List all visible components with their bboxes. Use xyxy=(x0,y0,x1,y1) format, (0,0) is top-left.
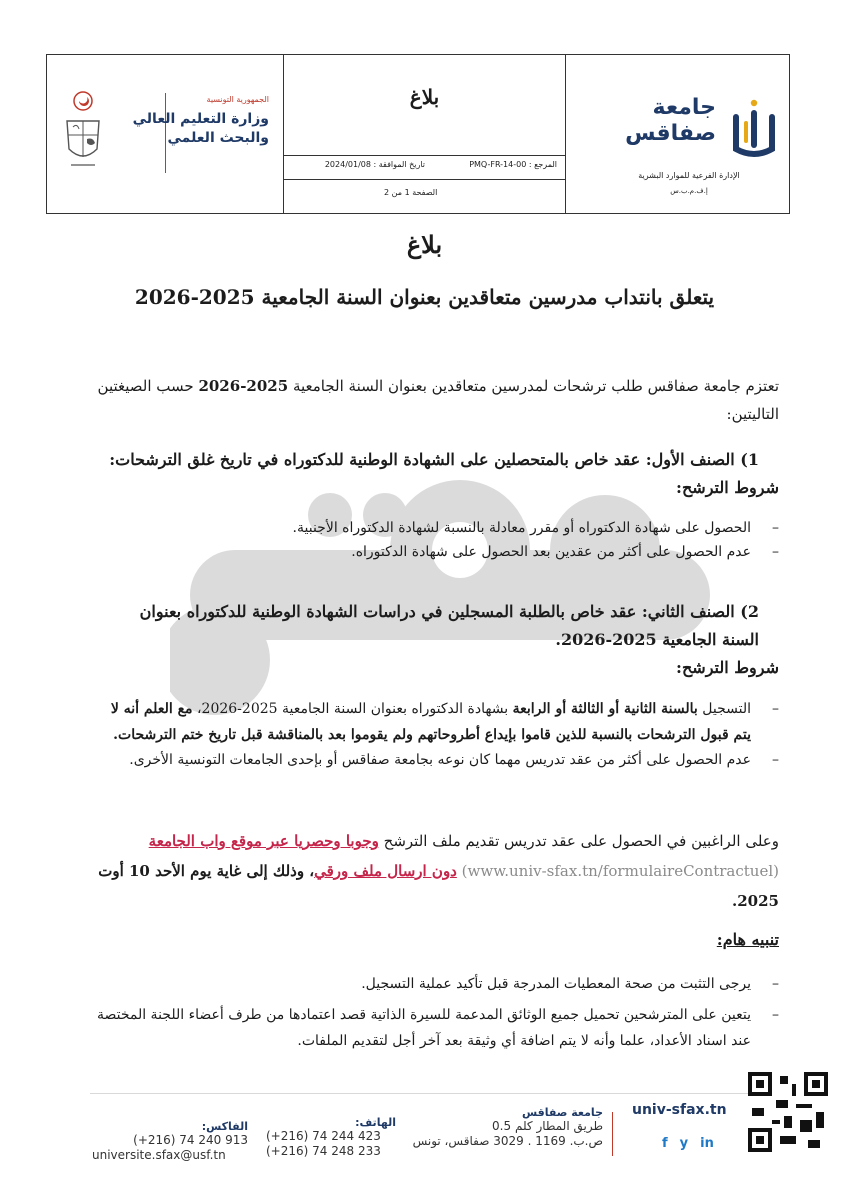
university-name: جامعة صفاقس xyxy=(625,95,716,146)
university-abbr: إ.ف.م.ب.س xyxy=(670,187,708,195)
university-website[interactable]: univ-sfax.tn xyxy=(632,1102,727,1118)
list-item: – عدم الحصول على أكثر من عقد تدريس مهما كان نوعه بجامعة صفاقس أو بإحدى الجامعات التونسية الأخرى. xyxy=(90,748,779,772)
ref-row xyxy=(284,155,565,180)
page-number: الصفحة 1 من 2 xyxy=(384,188,438,197)
category-2-title: 2) الصنف الثاني: عقد خاص بالطلبة المسجلين في دراسات الشهادة الوطنية للدكتوراه بعنوان السنة الجامعية 2025-2026. xyxy=(139,602,759,649)
qr-code-icon xyxy=(748,1072,828,1152)
phone-2: (+216) 74 248 233 xyxy=(266,1144,381,1158)
contact-email[interactable]: universite.sfax@usf.tn xyxy=(92,1148,226,1162)
important-note-list xyxy=(90,972,779,1054)
facebook-icon[interactable]: f xyxy=(662,1136,668,1151)
ministry-block xyxy=(47,55,283,213)
list-item: – التسجيل بالسنة الثانية أو الثالثة أو الرابعة بشهادة الدكتوراه بعنوان السنة الجامعية 2025-2026، مع العلم أنه لا يتم قبول الترشحات بالنسبة للذين قاموا بإيداع أطروحاتهم ولم يقوموا بعد بالمناقشة قبل تاريخ ختم الترشحات. xyxy=(90,696,779,748)
important-note-title: تنبيه هام: xyxy=(716,930,779,949)
republic-label: الجمهورية التونسية xyxy=(206,95,269,104)
application-paragraph: وعلى الراغبين في الحصول على عقد تدريس تقديم ملف الترشح وجوبا وحصريا عبر موقع واب الجامعة (www.univ-sfax.tn/formulaireContractuel) دون ارسال ملف ورقي، وذلك إلى غاية يوم الأحد 10 أوت 2025. xyxy=(98,832,779,910)
no-paper-note: دون ارسال ملف ورقي xyxy=(314,862,457,880)
ministry-name xyxy=(109,95,269,148)
application-link[interactable]: (www.univ-sfax.tn/formulaireContractuel) xyxy=(461,862,779,880)
document-title-block xyxy=(283,55,566,213)
category-1-conditions-label: شروط الترشح: xyxy=(676,478,779,497)
list-item: – الحصول على شهادة الدكتوراه أو مقرر معادلة بالنسبة لشهادة الدكتوراه الأجنبية. xyxy=(90,516,779,540)
ref-code: المرجع : PMQ-FR-14-00 xyxy=(469,160,557,169)
list-item: – يتعين على المترشحين تحميل جميع الوثائق المدعمة للسيرة الذاتية قصد اعتمادها من طرف أعضاء اللجنة المختصة عند اسناد الأعداد، علما وأنه لا يتم اضافة أي وثيقة بعد آخر أجل لتقديم الملفات. xyxy=(90,1002,779,1054)
category-2-conditions xyxy=(90,696,779,772)
phone-label: الهاتف: xyxy=(355,1116,396,1129)
approval-date: تاريخ الموافقة : 2024/01/08 xyxy=(324,160,425,169)
footer-phone xyxy=(266,1116,396,1159)
ministry-line-1: وزارة التعليم العالي xyxy=(132,111,269,127)
category-1-title: 1) الصنف الأول: عقد خاص بالمتحصلين على الشهادة الوطنية للدكتوراه في تاريخ غلق الترشحات: xyxy=(109,450,759,469)
list-item: – عدم الحصول على أكثر من عقدين بعد الحصول على شهادة الدكتوراه. xyxy=(90,540,779,564)
social-links xyxy=(662,1136,726,1151)
list-item: – يرجى التثبت من صحة المعطيات المدرجة قبل تأكيد عملية التسجيل. xyxy=(90,972,779,996)
fax-number: (+216) 74 240 913 xyxy=(133,1133,248,1147)
footer-address xyxy=(403,1106,603,1149)
category-2-conditions-label: شروط الترشح: xyxy=(676,658,779,677)
header-doc-title: بلاغ xyxy=(409,85,440,109)
tunisia-emblem-icon xyxy=(59,87,107,173)
footer-divider xyxy=(90,1093,790,1094)
university-logo-icon xyxy=(728,97,780,159)
fax-label: الفاكس: xyxy=(201,1120,248,1133)
notice-title: بلاغ xyxy=(406,230,443,259)
university-department: الإدارة الفرعية للموارد البشرية xyxy=(638,171,740,180)
twitter-icon[interactable]: y xyxy=(679,1136,689,1151)
footer-separator xyxy=(612,1112,613,1156)
footer-university-label: جامعة صفاقس xyxy=(521,1106,603,1119)
category-1-conditions xyxy=(90,516,779,564)
notice-subtitle: يتعلق بانتداب مدرسين متعاقدين بعنوان السنة الجامعية 2025-2026 xyxy=(134,285,715,309)
mandatory-online-note: وجوبا وحصريا عبر موقع واب الجامعة xyxy=(148,832,379,850)
intro-paragraph: تعتزم جامعة صفاقس طلب ترشحات لمدرسين متعاقدين بعنوان السنة الجامعية 2025-2026 حسب الصيغتين التاليتين: xyxy=(97,377,779,423)
address-line-1: طريق المطار كلم 0.5 xyxy=(492,1119,603,1133)
footer-fax xyxy=(92,1120,252,1163)
page-row xyxy=(284,179,565,215)
address-line-2: ص.ب. 1169 . 3029 صفاقس، تونس xyxy=(412,1134,603,1148)
linkedin-icon[interactable]: in xyxy=(700,1136,714,1151)
phone-1: (+216) 74 244 423 xyxy=(266,1129,381,1143)
university-block xyxy=(566,55,791,213)
ministry-line-2: والبحث العلمي xyxy=(167,130,269,146)
document-header xyxy=(46,54,790,214)
